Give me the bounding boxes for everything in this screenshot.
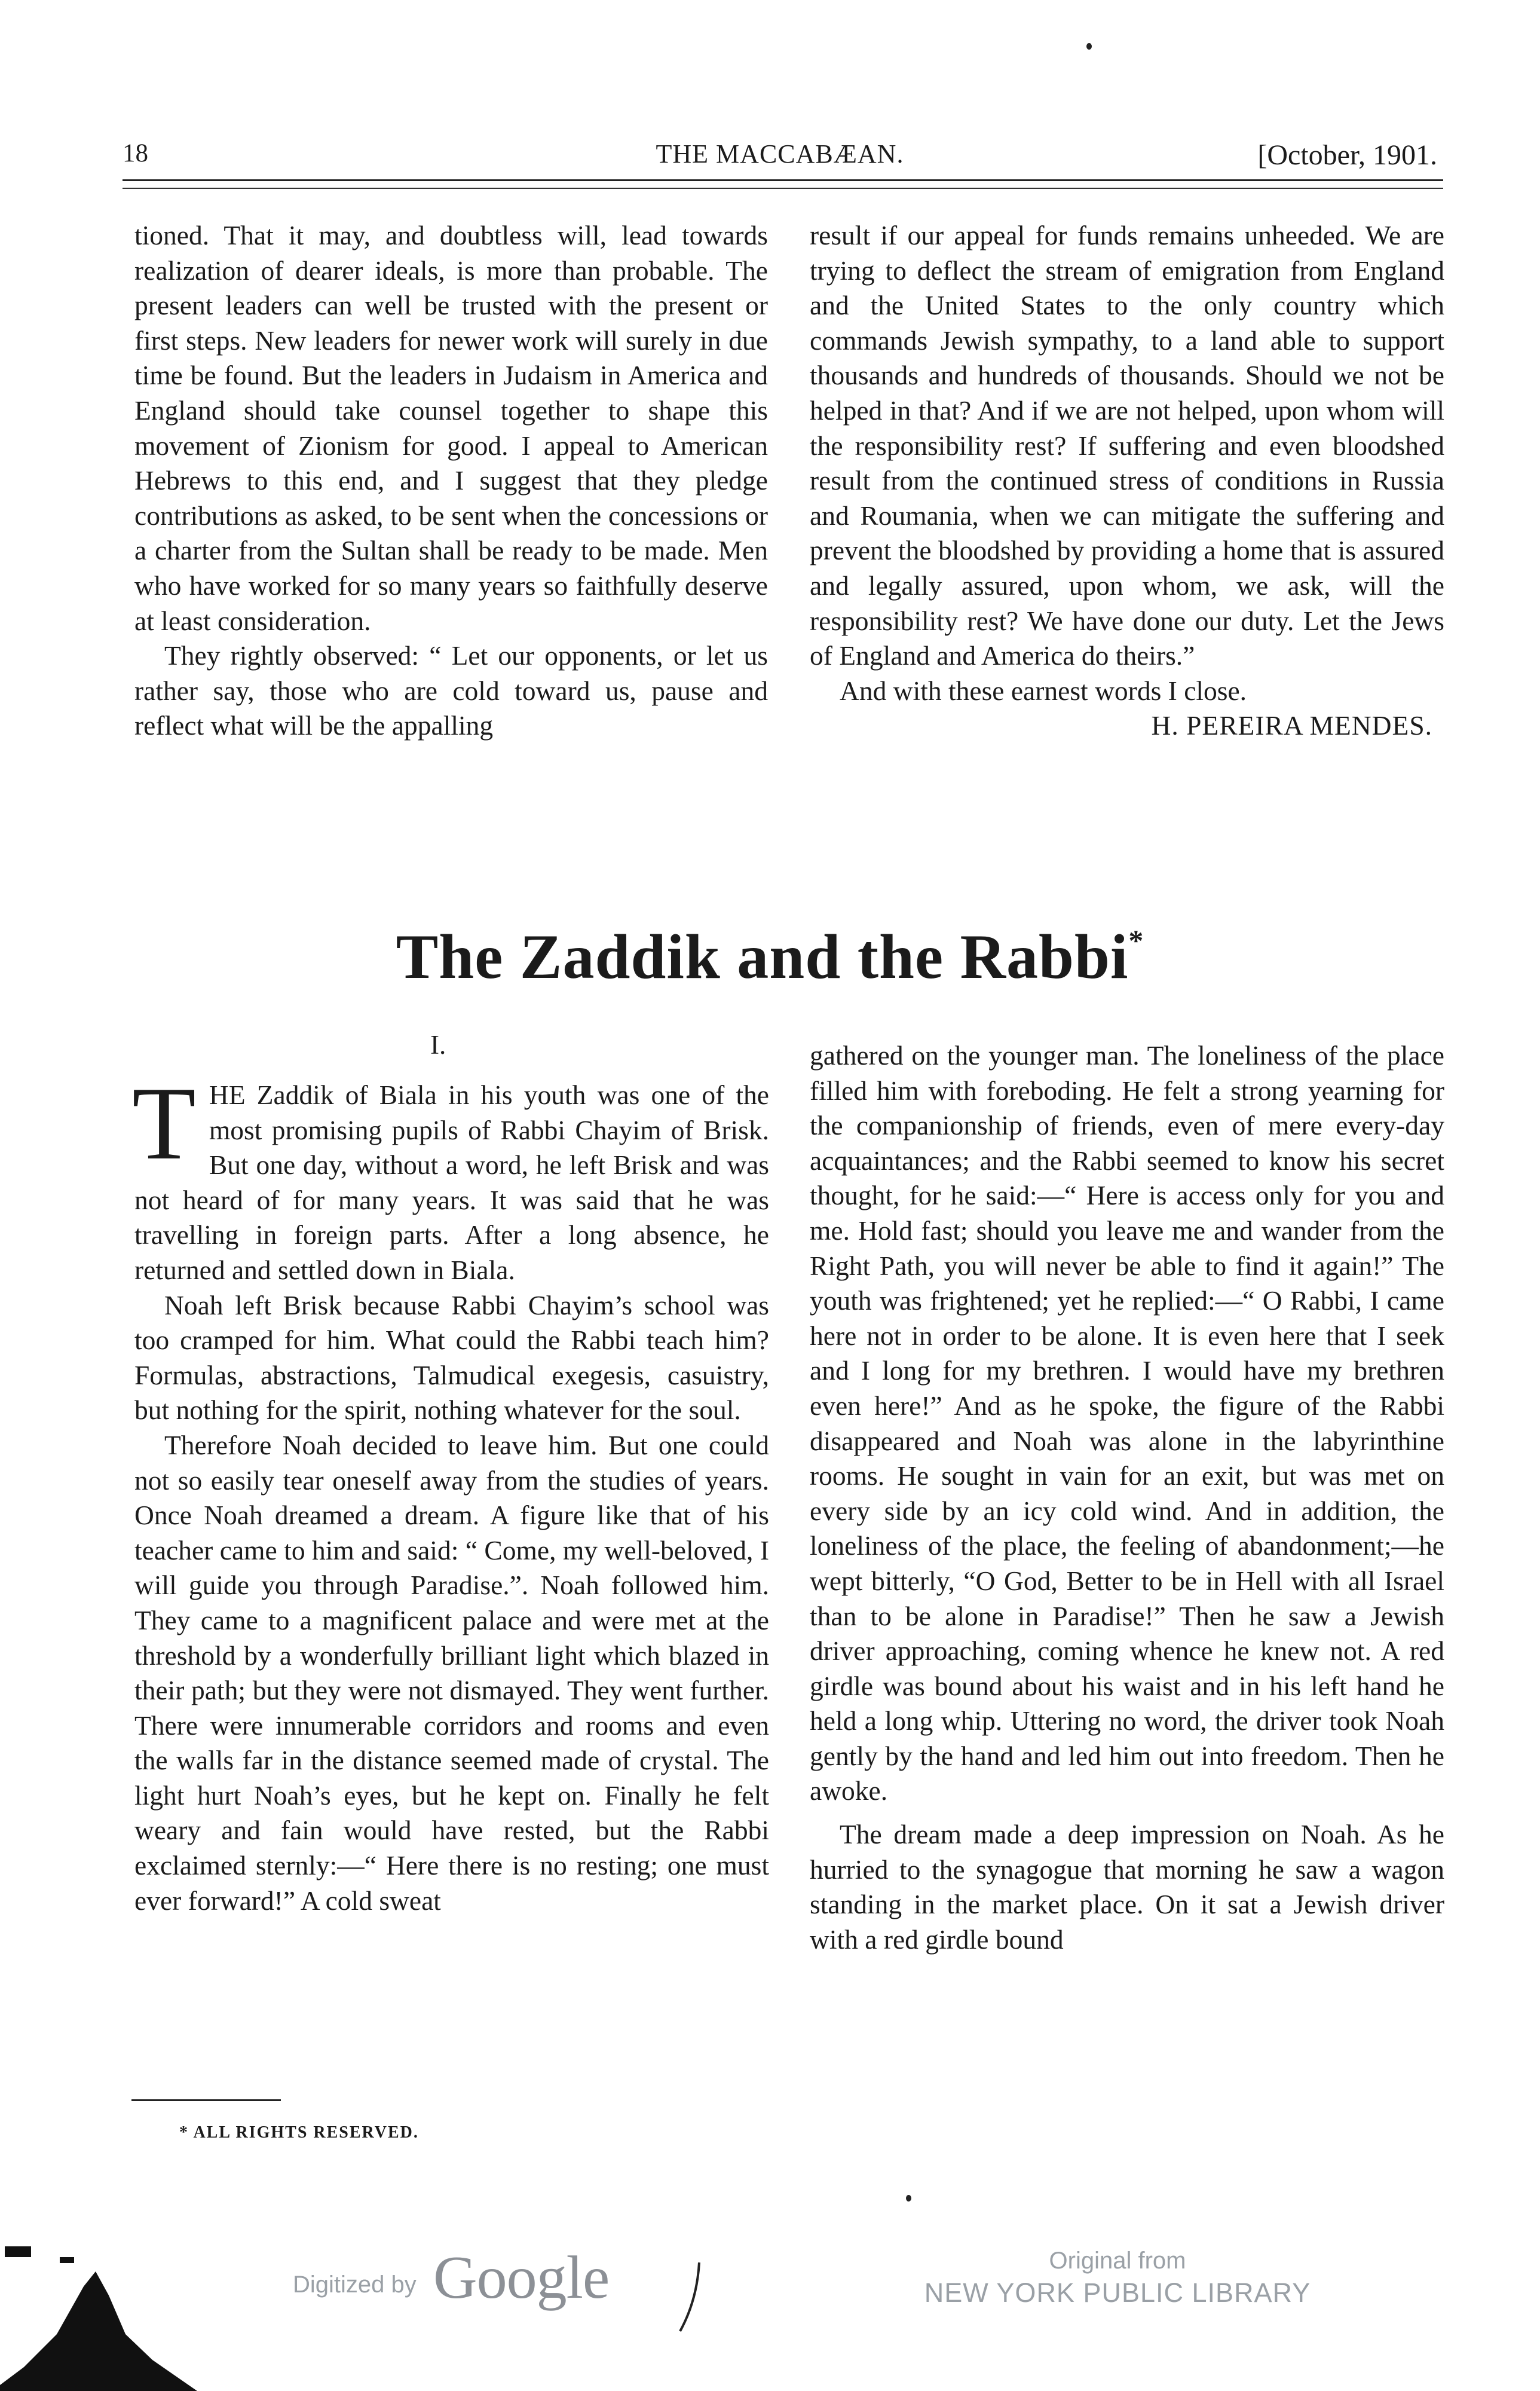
header-rule-secondary [123, 188, 1443, 189]
letter-left-column [134, 218, 768, 744]
original-from-label: Original from [1049, 2248, 1186, 2274]
google-logo: Google [433, 2244, 610, 2311]
scan-artifact-shape [0, 2206, 197, 2391]
article-paragraph: Therefore Noah decided to leave him. But one could not so easily tear oneself away from the studies of years. Once Noah dreamed a dream. A figure like that of his teacher came to him and said: “ Come, my well-beloved, I will guide you through Paradise.”. Noah followed him. They came to a magnificent palace and were met at the threshold by a wonderfully brilliant light which blazed in their path; but they were not dismayed. They went further. There were innumerable corridors and rooms and even the walls far in the distance seemed made of crystal. The light hurt Noah’s eyes, but he kept on. Finally he felt weary and fain would have rested, but the Rabbi exclaimed sternly:—“ Here there is no resting; one must ever forward!” A cold sweat [134, 1429, 769, 1916]
letter-paragraph: tioned. That it may, and doubtless will, lead towards realization of dearer ideals, is more than probable. The present leaders can well be trusted with the present or first steps. New leaders for newer work will surely in due time be found. But the leaders in Judaism in America and England should take counsel together to shape this movement of Zionism for good. I appeal to American Hebrews to this end, and I suggest that they pledge contributions as asked, to be sent when the concessions or a charter from the Sultan shall be ready to be made. Men who have worked for so many years so faithfully deserve at least consideration. [134, 220, 768, 636]
article-paragraph: Noah left Brisk because Rabbi Chayim’s school was too cramped for him. What could the Rabbi teach him? Formulas, abstractions, Talmudical exegesis, casuistry, but nothing for the spirit, nothing whatever for the soul. [134, 1289, 769, 1426]
scan-artifact-stroke [675, 2259, 711, 2337]
section-number: I. [430, 1030, 446, 1060]
article-paragraph: gathered on the younger man. The loneliness of the place filled him with foreboding. He felt a strong yearning for the companionship of friends, even of mere every-day acquaintances; and the Rabbi seemed to know his secret thought, for he said:—“ Here is access only for you and me. Hold fast; should you leave me and wander from the Right Path, you will never be able to find it again!” The youth was frightened; yet he replied:—“ O Rabbi, I came here not in order to be alone. It is even here that I seek and I long for my brethren. I would have my brethren even here!” And as he spoke, the figure of the Rabbi disappeared and Noah was alone in the labyrinthine rooms. He sought in vain for an exit, but was met on every side by an icy cold wind. And in addition, the loneliness of the place, the feeling of abandonment;—he wept bitterly, “O God, Better to be in Hell with all Israel than to be alone in Paradise!” Then he saw a Jewish driver approaching, coming whence he knew not. A red girdle was bound about his waist and in his left hand he held a long whip. Uttering no word, the driver took Noah gently by the hand and led him out into freedom. Then he awoke. [810, 1040, 1444, 1806]
article-left-column [132, 1065, 769, 1918]
letter-paragraph: result if our appeal for funds remains unheeded. We are trying to deflect the stream of emigration from England and the United States to the only country which commands Jewish sympathy, to a land able to support thousands and hundreds of thousands. Should we not be helped in that? And if we are not helped, upon whom will the responsibility rest? If suffering and even bloodshed result from the continued stress of conditions in Russia and Roumania, when we can mitigate the suffering and prevent the bloodshed by providing a home that is assured and legally assured, upon whom, we ask, will the responsibility rest? We have done our duty. Let the Jews of England and America do theirs.” [810, 220, 1444, 671]
digitized-by-label: Digitized by [293, 2271, 417, 2298]
letter-right-column [810, 218, 1444, 744]
article-title-text: The Zaddik and the Rabbi [396, 922, 1129, 992]
header-rule [123, 179, 1443, 181]
article-opening-text: HE Zaddik of Biala in his youth was one of the most promising pupils of Rabbi Chayim of Brisk. But one day, without a word, he left Brisk and was not heard of for many years. It was said that he was travelling in foreign parts. After a long absence, he returned and settled down in Biala. [134, 1080, 769, 1285]
letter-closing: And with these earnest words I close. [840, 675, 1247, 706]
letter-paragraph: They rightly observed: “ Let our opponents, or let us rather say, those who are cold toward us, pause and reflect what will be the appalling [134, 640, 768, 741]
article-title [0, 921, 1540, 993]
page-number: 18 [123, 139, 148, 167]
title-footnote-mark: * [1128, 924, 1144, 957]
print-speck [906, 2195, 911, 2202]
article-paragraph: The dream made a deep impression on Noah. As he hurried to the synagogue that morning he saw a wagon standing in the market place. On it sat a Jewish driver with a red girdle bound [810, 1819, 1444, 1955]
journal-title: THE MACCABÆAN. [656, 139, 904, 169]
article-right-column [810, 1038, 1444, 1957]
library-name: NEW YORK PUBLIC LIBRARY [924, 2277, 1311, 2308]
letter-signature: H. PEREIRA MENDES. [1151, 710, 1432, 741]
footnote-rule [131, 2099, 281, 2101]
issue-date: [October, 1901. [1257, 139, 1437, 171]
drop-cap: T [132, 1065, 196, 1181]
footnote: * ALL RIGHTS RESERVED. [179, 2123, 419, 2142]
running-header [123, 139, 1437, 181]
article-paragraph [132, 1065, 769, 1288]
print-speck [1086, 43, 1092, 50]
